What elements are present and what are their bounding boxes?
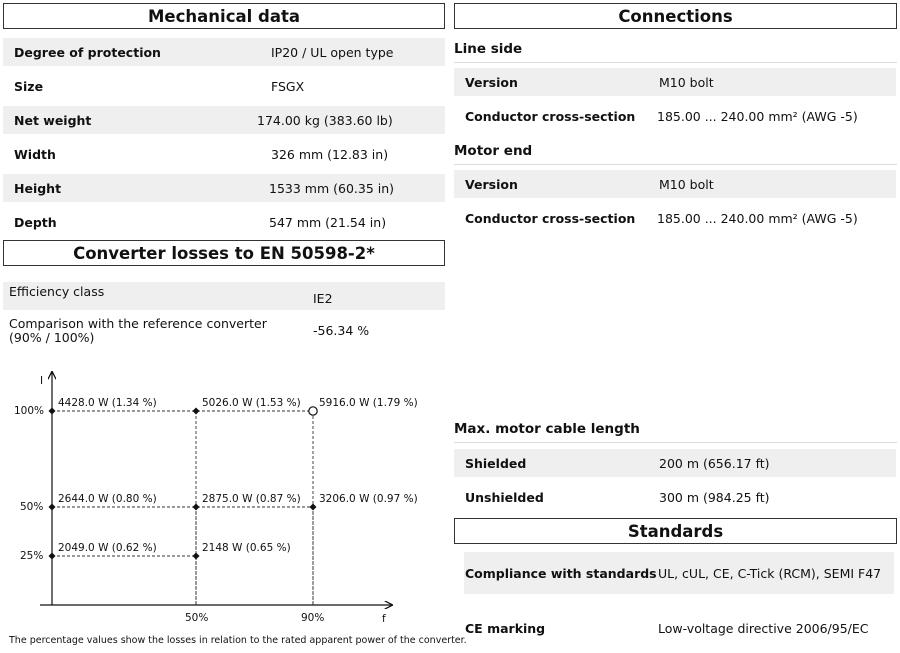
mechanical-row-height <box>3 174 445 202</box>
row-value: UL, cUL, CE, C-Tick (RCM), SEMI F47 <box>658 565 882 581</box>
data-label: 2644.0 W (0.80 %) <box>58 493 157 505</box>
row-value: 326 mm (12.83 in) <box>271 146 389 162</box>
data-point-open <box>309 407 317 415</box>
data-label: 2148 W (0.65 %) <box>202 542 291 554</box>
x-tick-90: 90% <box>301 612 325 624</box>
data-label: 3206.0 W (0.97 %) <box>319 493 418 505</box>
converter-losses-header: Converter losses to EN 50598-2* <box>3 240 445 266</box>
row-value: -56.34 % <box>313 323 370 338</box>
data-label: 2049.0 W (0.62 %) <box>58 542 157 554</box>
standards-header: Standards <box>454 518 897 544</box>
cable-row-unshielded <box>454 483 896 511</box>
row-value: IP20 / UL open type <box>271 44 394 60</box>
row-label: Comparison with the reference converter (90% / 100%) <box>9 316 267 345</box>
cable-row-shielded <box>454 449 896 477</box>
row-label: Compliance with standards <box>465 565 657 581</box>
y-tick-25: 25% <box>20 550 44 562</box>
connections-header: Connections <box>454 3 897 29</box>
mechanical-row-width <box>3 140 445 168</box>
row-value: 200 m (656.17 ft) <box>659 455 770 471</box>
data-point <box>310 504 317 511</box>
row-label: Degree of protection <box>14 44 161 60</box>
mechanical-row-protection <box>3 38 445 66</box>
data-point <box>49 504 56 511</box>
data-label: 5026.0 W (1.53 %) <box>202 397 301 409</box>
y-axis-label: I <box>40 375 44 387</box>
mechanical-row-depth <box>3 208 445 236</box>
data-point <box>49 408 56 415</box>
data-label: 4428.0 W (1.34 %) <box>58 397 157 409</box>
row-label: Net weight <box>14 112 92 128</box>
row-label: Conductor cross-section <box>465 210 636 226</box>
row-label: Depth <box>14 214 57 230</box>
line-side-divider <box>454 62 897 63</box>
mechanical-row-size <box>3 72 445 100</box>
y-tick-100: 100% <box>14 405 45 417</box>
mechanical-data-header: Mechanical data <box>3 3 445 29</box>
row-value: 185.00 ... 240.00 mm² (AWG -5) <box>657 108 858 124</box>
row-label: Width <box>14 146 56 162</box>
row-value: 1533 mm (60.35 in) <box>269 180 395 196</box>
row-label: Height <box>14 180 62 196</box>
standards-row-ce-marking <box>464 608 894 648</box>
line-side-row-version <box>454 68 896 96</box>
line-side-heading: Line side <box>454 41 523 57</box>
row-label: Efficiency class <box>9 284 105 299</box>
x-axis-label: f <box>382 613 386 625</box>
motor-end-row-cross-section <box>454 204 896 232</box>
row-label: Conductor cross-section <box>465 108 636 124</box>
motor-end-row-version <box>454 170 896 198</box>
row-label: CE marking <box>465 620 546 636</box>
losses-footnote: The percentage values show the losses in relation to the rated apparent power of the converter. <box>9 635 467 646</box>
mechanical-row-weight <box>3 106 445 134</box>
losses-row-comparison <box>3 316 445 346</box>
x-tick-50: 50% <box>185 612 209 624</box>
row-label: Size <box>14 78 44 94</box>
row-value: 547 mm (21.54 in) <box>269 214 387 230</box>
data-point <box>193 408 200 415</box>
motor-end-divider <box>454 164 897 165</box>
losses-row-efficiency <box>3 282 445 310</box>
row-label: Unshielded <box>465 489 544 505</box>
row-value: 174.00 kg (383.60 lb) <box>257 112 393 128</box>
data-label: 5916.0 W (1.79 %) <box>319 397 418 409</box>
row-value: 185.00 ... 240.00 mm² (AWG -5) <box>657 210 858 226</box>
data-label: 2875.0 W (0.87 %) <box>202 493 301 505</box>
motor-end-heading: Motor end <box>454 143 533 159</box>
losses-chart <box>0 364 430 634</box>
row-label: Version <box>465 74 518 90</box>
row-value: M10 bolt <box>659 176 714 192</box>
row-value: Low-voltage directive 2006/95/EC <box>658 620 869 636</box>
row-value: IE2 <box>313 291 333 306</box>
line-side-row-cross-section <box>454 102 896 130</box>
row-label: Version <box>465 176 518 192</box>
cable-length-divider <box>454 442 897 443</box>
standards-row-compliance <box>464 552 894 594</box>
data-point <box>49 553 56 560</box>
data-point <box>193 553 200 560</box>
row-value: FSGX <box>271 78 305 94</box>
row-label: Shielded <box>465 455 527 471</box>
y-tick-50: 50% <box>20 501 44 513</box>
row-value: M10 bolt <box>659 74 714 90</box>
row-value: 300 m (984.25 ft) <box>659 489 770 505</box>
data-point <box>193 504 200 511</box>
cable-length-heading: Max. motor cable length <box>454 421 640 437</box>
